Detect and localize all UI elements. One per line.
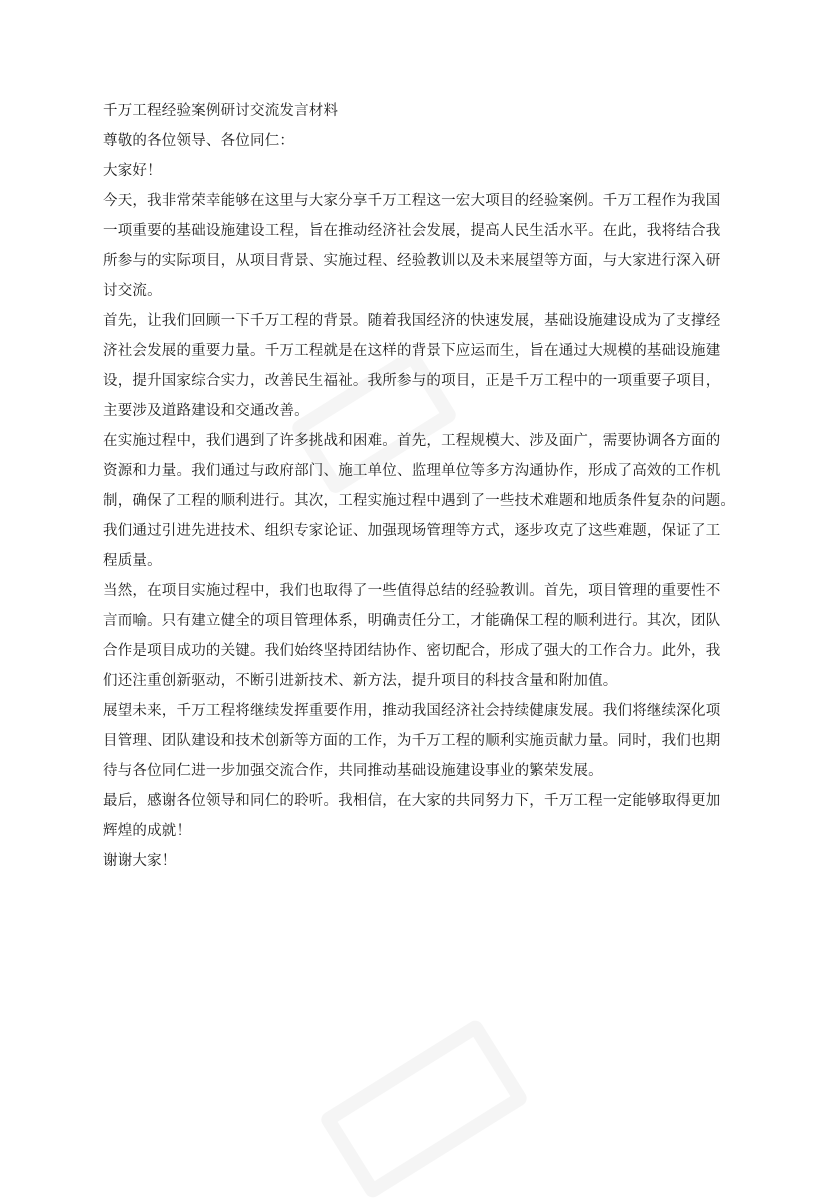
text-line: 在实施过程中，我们遇到了许多挑战和困难。首先，工程规模大、涉及面广，需要协调各方面的 bbox=[103, 433, 721, 449]
watermark bbox=[318, 1018, 529, 1200]
document-title: 千万工程经验案例研讨交流发言材料 bbox=[103, 103, 339, 119]
text-line: 待与各位同仁进一步加强交流合作，共同推动基础设施建设事业的繁荣发展。 bbox=[103, 763, 603, 779]
text-line: 制，确保了工程的顺利进行。其次，工程实施过程中遇到了一些技术难题和地质条件复杂的问题。 bbox=[103, 493, 736, 509]
text-line: 目管理、团队建设和技术创新等方面的工作，为千万工程的顺利实施贡献力量。同时，我们也期 bbox=[103, 733, 721, 749]
salutation: 尊敬的各位领导、各位同仁： bbox=[103, 133, 295, 149]
text-line: 合作是项目成功的关键。我们始终坚持团结协作、密切配合，形成了强大的工作合力。此外，我 bbox=[103, 643, 721, 659]
text-line: 展望未来，千万工程将继续发挥重要作用，推动我国经济社会持续健康发展。我们将继续深化项 bbox=[103, 703, 721, 719]
text-line: 今天，我非常荣幸能够在这里与大家分享千万工程这一宏大项目的经验案例。千万工程作为我国 bbox=[103, 193, 721, 209]
text-line: 主要涉及道路建设和交通改善。 bbox=[103, 403, 309, 419]
text-line: 资源和力量。我们通过与政府部门、施工单位、监理单位等多方沟通协作，形成了高效的工作机 bbox=[103, 463, 721, 479]
text-line: 设，提升国家综合实力，改善民生福祉。我所参与的项目，正是千万工程中的一项重要子项目， bbox=[103, 373, 721, 389]
closing: 谢谢大家！ bbox=[103, 853, 177, 869]
text-line: 我们通过引进先进技术、组织专家论证、加强现场管理等方式，逐步攻克了这些难题，保证了工 bbox=[103, 523, 721, 539]
text-line: 一项重要的基础设施建设工程，旨在推动经济社会发展，提高人民生活水平。在此，我将结合我 bbox=[103, 223, 721, 239]
document-body bbox=[103, 96, 743, 876]
text-line: 程质量。 bbox=[103, 553, 162, 569]
text-line: 当然，在项目实施过程中，我们也取得了一些值得总结的经验教训。首先，项目管理的重要性不 bbox=[103, 583, 721, 599]
text-line: 言而喻。只有建立健全的项目管理体系，明确责任分工，才能确保工程的顺利进行。其次，团队 bbox=[103, 613, 721, 629]
text-line: 所参与的实际项目，从项目背景、实施过程、经验教训以及未来展望等方面，与大家进行深入研 bbox=[103, 253, 721, 269]
text-line: 辉煌的成就！ bbox=[103, 823, 192, 839]
text-line: 济社会发展的重要力量。千万工程就是在这样的背景下应运而生，旨在通过大规模的基础设施建 bbox=[103, 343, 721, 359]
text-line: 讨交流。 bbox=[103, 283, 162, 299]
greeting: 大家好！ bbox=[103, 163, 162, 179]
text-line: 们还注重创新驱动，不断引进新技术、新方法，提升项目的科技含量和附加值。 bbox=[103, 673, 618, 689]
text-line: 最后，感谢各位领导和同仁的聆听。我相信，在大家的共同努力下，千万工程一定能够取得更加 bbox=[103, 793, 721, 809]
text-line: 首先，让我们回顾一下千万工程的背景。随着我国经济的快速发展，基础设施建设成为了支撑经 bbox=[103, 313, 721, 329]
